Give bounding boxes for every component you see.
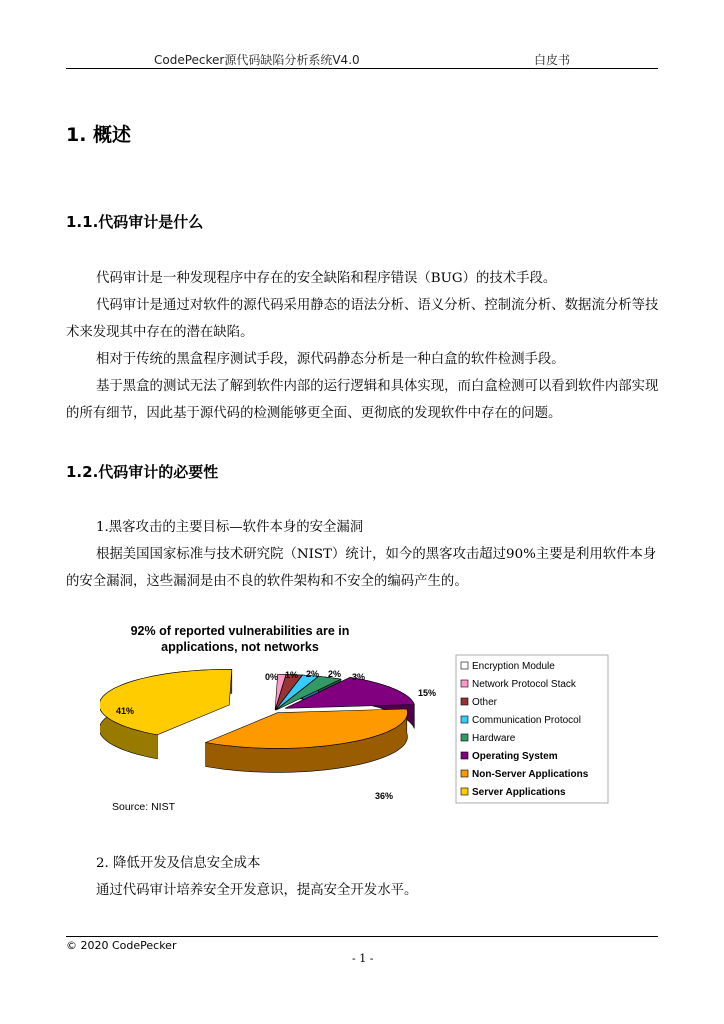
legend-box [456, 655, 608, 803]
pie-pct-label: 41% [116, 706, 135, 716]
header-title: CodePecker源代码缺陷分析系统V4.0 [154, 53, 360, 67]
paragraph-line: 1.黑客攻击的主要目标—软件本身的安全漏洞 [96, 520, 364, 535]
legend-entry: Hardware [472, 733, 516, 744]
pie-pct-label: 36% [375, 791, 394, 801]
pie-pct-label: 0% [265, 672, 279, 682]
legend-entry: Other [472, 697, 498, 708]
legend-entry: Non-Server Applications [472, 769, 589, 780]
page-number: - 1 - [352, 952, 374, 965]
paragraph-line: 通过代码审计培养安全开发意识，提高安全开发水平。 [96, 883, 418, 898]
pie-pct-label: 2% [306, 669, 320, 679]
chart-legend [456, 655, 608, 803]
legend-swatch [461, 716, 468, 723]
page-header [66, 50, 658, 69]
legend-swatch [461, 770, 468, 777]
pie-pct-label: 15% [418, 688, 437, 698]
vulnerability-pie-chart [100, 618, 612, 820]
legend-entry: Operating System [472, 751, 558, 762]
pie-pct-label: 3% [352, 672, 366, 682]
header-doc-type: 白皮书 [534, 53, 571, 67]
paragraph-line: 相对于传统的黑盒程序测试手段，源代码静态分析是一种白盒的软件检测手段。 [96, 352, 565, 367]
legend-swatch [461, 662, 468, 669]
section-title-necessity: 1.2.代码审计的必要性 [66, 463, 219, 481]
paragraph-line: 代码审计是一种发现程序中存在的安全缺陷和程序错误（BUG）的技术手段。 [96, 271, 557, 286]
paragraph-cost [66, 850, 666, 904]
footer-copyright: © 2020 CodePecker [66, 939, 177, 952]
paragraph-what-is-audit [66, 265, 666, 427]
paragraph-necessity [66, 514, 666, 595]
paragraph-line: 根据美国国家标准与技术研究院（NIST）统计，如今的黑客攻击超过90%主要是利用软件本身的安全漏洞，这些漏洞是由不良的软件架构和不安全的编码产生的。 [66, 547, 657, 589]
legend-swatch [461, 680, 468, 687]
legend-swatch [461, 734, 468, 741]
section-title-what-is-audit: 1.1.代码审计是什么 [66, 213, 204, 231]
paragraph-line: 2. 降低开发及信息安全成本 [96, 856, 261, 871]
section-title-overview: 1. 概述 [66, 124, 132, 146]
legend-entry: Communication Protocol [472, 715, 581, 726]
legend-entry: Network Protocol Stack [472, 679, 576, 690]
legend-swatch [461, 698, 468, 705]
paragraph-line: 代码审计是通过对软件的源代码采用静态的语法分析、语义分析、控制流分析、数据流分析等技术来发现其中存在的潜在缺陷。 [66, 298, 659, 340]
pie-pct-label: 1% [285, 670, 299, 680]
chart-title-line: 92% of reported vulnerabilities are in [130, 624, 350, 638]
page-footer [66, 936, 658, 965]
pie-chart-svg [100, 618, 612, 820]
pie-slices [100, 669, 414, 772]
legend-swatch [461, 752, 468, 759]
legend-swatch [461, 788, 468, 795]
paragraph-line: 基于黑盒的测试无法了解到软件内部的运行逻辑和具体实现，而白盒检测可以看到软件内部实现的所有细节，因此基于源代码的检测能够更全面、更彻底的发现软件中存在的问题。 [66, 379, 659, 421]
chart-source: Source: NIST [112, 801, 176, 813]
chart-title-line: applications, not networks [161, 640, 319, 654]
legend-entry: Encryption Module [472, 661, 555, 672]
pie-pct-label: 2% [328, 669, 342, 679]
legend-entry: Server Applications [472, 787, 566, 798]
